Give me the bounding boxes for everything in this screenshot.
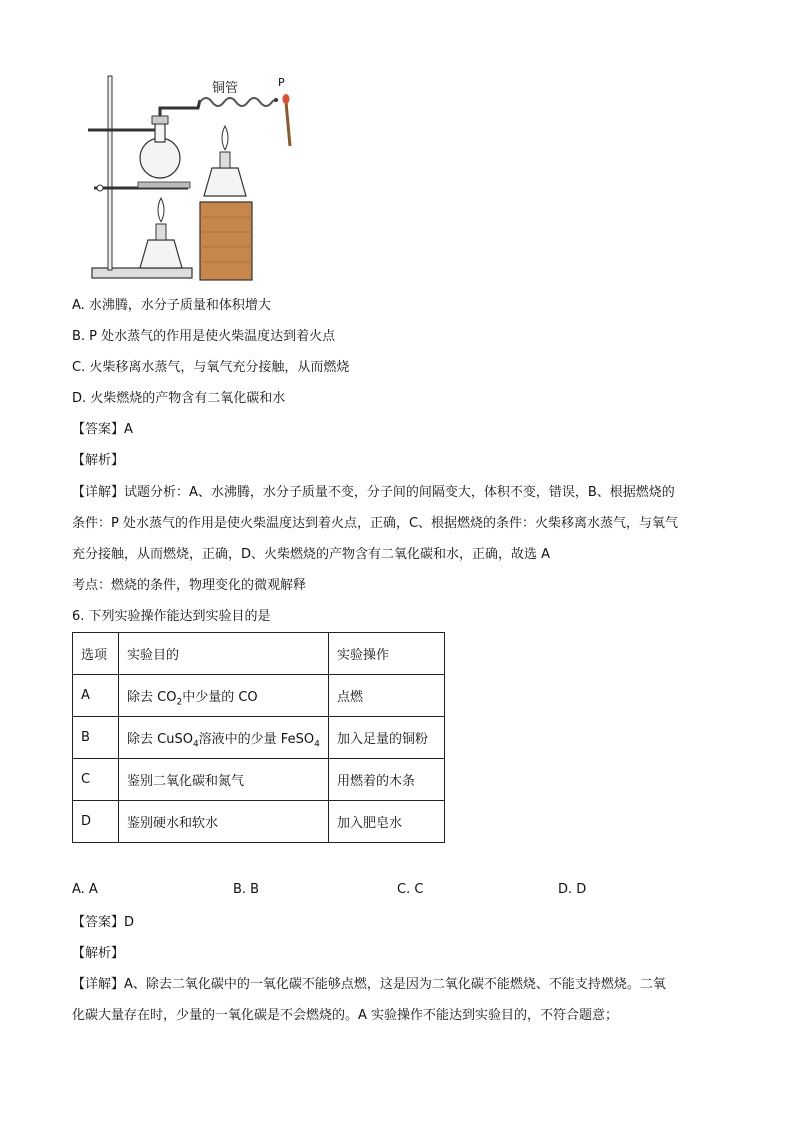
row-purpose: 除去 CuSO$_4$溶液中的少量 FeSO$_4$: [119, 717, 329, 759]
table-row: [73, 759, 445, 801]
row-operation: 点燃: [329, 675, 445, 717]
q5-detail-line-2: 条件：P 处水蒸气的作用是使火柴温度达到着火点，正确，C、根据燃烧的条件：火柴移离水蒸气，与氧气: [72, 516, 679, 531]
header-operation: 实验操作: [329, 633, 445, 675]
q5-option-a: A. 水沸腾，水分子质量和体积增大: [72, 298, 271, 313]
row-purpose: 除去 $CO_2$中少量的 CO: [119, 675, 329, 717]
q6-choice-b: B. B: [233, 882, 260, 897]
q6-detail-line-2: 化碳大量存在时，少量的一氧化碳是不会燃烧的。A 实验操作不能达到实验目的，不符合题意；: [72, 1008, 619, 1023]
q5-answer: 【答案】A: [72, 422, 133, 437]
round-bottom-flask: [140, 138, 180, 178]
match-stick: [286, 102, 290, 146]
row-option: D: [73, 801, 119, 843]
q6-choice-d: D. D: [558, 882, 587, 897]
q6-choice-c: C. C: [397, 882, 424, 897]
q6-choice-a: A. A: [72, 882, 98, 897]
label-copper-tube: 铜管: [212, 81, 239, 96]
row-option: A: [73, 675, 119, 717]
match-head: [283, 94, 290, 104]
table-header-row: [73, 633, 445, 675]
stand-base: [92, 268, 192, 278]
lower-lamp: [140, 240, 182, 268]
q5-kaodian: 考点：燃烧的条件，物理变化的微观解释: [72, 578, 307, 593]
table-row: [73, 717, 445, 759]
q5-option-c: C. 火柴移离水蒸气，与氧气充分接触，从而燃烧: [72, 360, 350, 375]
row-purpose: 鉴别硬水和软水: [119, 801, 329, 843]
q5-option-b: B. P 处水蒸气的作用是使火柴温度达到着火点: [72, 329, 336, 344]
table-row: [73, 801, 445, 843]
q5-detail-line-1: 【详解】试题分析：A、水沸腾，水分子质量不变，分子间的间隔变大，体积不变，错误，B、根据燃烧的: [72, 485, 675, 500]
q5-analysis-label: 【解析】: [72, 453, 125, 468]
q6-table: [72, 632, 445, 843]
table-row: [73, 675, 445, 717]
q6-stem: 6. 下列实验操作能达到实验目的是: [72, 609, 271, 624]
wooden-block: [200, 202, 252, 280]
apparatus-figure: [78, 72, 308, 284]
row-operation: 加入肥皂水: [329, 801, 445, 843]
row-operation: 加入足量的铜粉: [329, 717, 445, 759]
header-purpose: 实验目的: [119, 633, 329, 675]
q6-detail-line-1: 【详解】A、除去二氧化碳中的一氧化碳不能够点燃，这是因为二氧化碳不能燃烧、不能支持燃烧。二氧: [72, 977, 666, 992]
q5-detail-line-3: 充分接触，从而燃烧，正确，D、火柴燃烧的产物含有二氧化碳和水，正确，故选 A: [72, 547, 551, 562]
row-operation: 用燃着的木条: [329, 759, 445, 801]
header-option: 选项: [73, 633, 119, 675]
copper-coil: [200, 98, 274, 106]
q6-analysis-label: 【解析】: [72, 946, 125, 961]
row-purpose: 鉴别二氧化碳和氮气: [119, 759, 329, 801]
q5-option-d: D. 火柴燃烧的产物含有二氧化碳和水: [72, 391, 286, 406]
q6-answer: 【答案】D: [72, 915, 135, 930]
row-option: B: [73, 717, 119, 759]
label-p: P: [278, 76, 285, 89]
row-option: C: [73, 759, 119, 801]
upper-lamp: [204, 168, 246, 196]
stand-rod: [108, 76, 112, 270]
